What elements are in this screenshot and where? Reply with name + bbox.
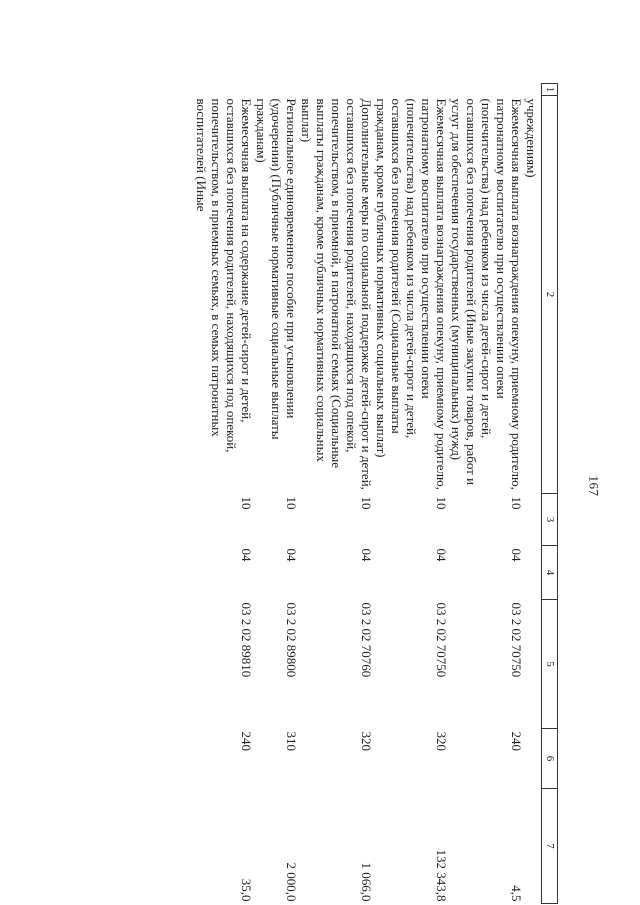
row-vr: 320 [434,731,449,751]
row-vr: 310 [284,731,299,751]
header-col-5: 5 [542,600,558,729]
row-name: Дополнительные меры по социальной поддержке детей-сирот и детей, оставшихся без попечения родителей, находящихся под опекой, попечительством, в приемной, в патронатной семьях (Социальные выплаты гражданам, кроме публичных нормативных социальных выплат) [299,98,374,490]
row-pr: 04 [359,548,374,562]
header-col-4: 4 [542,546,558,600]
table-row [374,84,449,904]
table-row [254,84,299,904]
header-col-1: 1 [542,84,558,96]
budget-table-rotated [62,83,558,903]
row-csr: 03 2 02 70750 [509,602,524,678]
header-col-7: 7 [542,789,558,904]
row-amount: 35,0 [239,878,254,902]
table-row-continuation [524,84,542,904]
row-amount: 1 066,0 [359,862,374,902]
row-csr: 03 2 02 70760 [359,602,374,678]
table-row [194,84,254,904]
page-number: 167 [586,475,602,497]
row-pr: 04 [284,548,299,562]
row-csr: 03 2 02 70750 [434,602,449,678]
row-vr: 320 [359,731,374,751]
row-rz: 10 [509,496,524,510]
budget-table [194,83,558,904]
row-pr: 04 [434,548,449,562]
row-vr: 240 [509,731,524,751]
row-pr: 04 [239,548,254,562]
row-rz: 10 [239,496,254,510]
row-name: Ежемесячная выплата вознаграждения опекуну, приемному родителю, патронатному воспитателю при осуществлении опеки (попечительства) над ребенком из числа детей-сирот и детей, оставшихся без попечения родителей (Социальные выплаты гражданам, кроме публичных нормативных социальных выплат) [374,98,449,490]
header-col-2: 2 [542,96,558,494]
row-name: Региональное единовременное пособие при усыновлении (удочерении) (Публичные нормативные социальные выплаты гражданам) [254,98,299,440]
table-row [449,84,524,904]
row-pr: 04 [509,548,524,562]
continuation-text: учреждениям) [524,98,539,178]
row-name: Ежемесячная выплата на содержание детей-сирот и детей, оставшихся без попечения родителей, находящихся под опекой, попечительством, в приемных семьях, в семьях патронатных воспитателей (Иные [194,98,254,453]
row-csr: 03 2 02 89800 [284,602,299,678]
header-col-6: 6 [542,729,558,789]
header-row [542,84,558,904]
row-rz: 10 [359,496,374,510]
row-csr: 03 2 02 89810 [239,602,254,678]
row-amount: 132 343,8 [434,849,449,902]
row-name: Ежемесячная выплата вознаграждения опекуну, приемному родителю, патронатному воспитателю при осуществлении опеки (попечительства) над ребенком из числа детей-сирот и детей, оставшихся без попечения родителей (Иные закупки товаров, работ и услуг для обеспечения государственных (муниципальных) нужд) [449,98,524,490]
table-row [299,84,374,904]
header-col-3: 3 [542,494,558,546]
row-rz: 10 [434,496,449,510]
row-rz: 10 [284,496,299,510]
row-amount: 2 000,0 [284,862,299,902]
row-amount: 4,5 [509,885,524,902]
row-vr: 240 [239,731,254,751]
